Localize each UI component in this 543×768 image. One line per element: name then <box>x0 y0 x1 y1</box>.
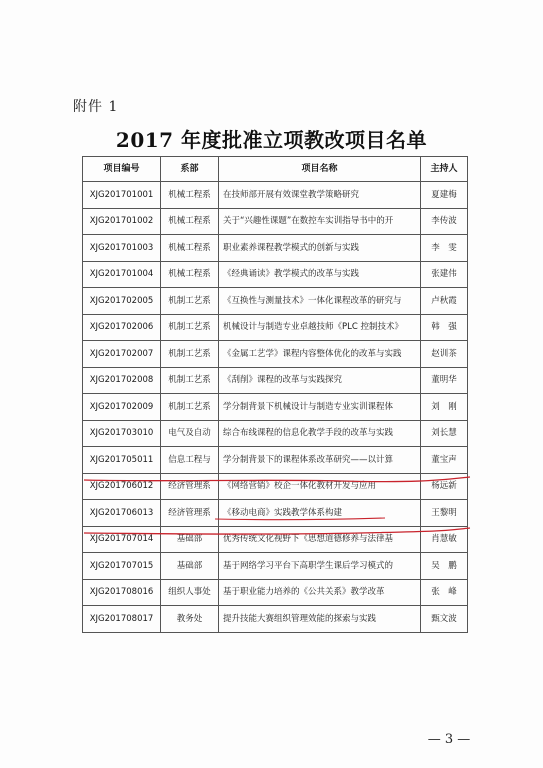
dept-cell: 组织人事处 <box>161 579 219 606</box>
dept-cell: 机械工程系 <box>161 235 219 262</box>
name-cell: 学分制背景下的课程体系改革研究——以计算 <box>219 447 421 474</box>
host-cell: 董宝声 <box>421 447 468 474</box>
host-cell: 刘 刚 <box>421 394 468 421</box>
host-cell: 吴 鹏 <box>421 553 468 580</box>
header-dept: 系部 <box>161 157 219 182</box>
name-cell: 关于“兴趣性课题”在数控车实训指导书中的开 <box>219 208 421 235</box>
dept-cell: 基础部 <box>161 526 219 553</box>
name-cell: 优秀传统文化视野下《思想道德修养与法律基 <box>219 526 421 553</box>
table-row <box>83 606 468 633</box>
code-cell: XJG201706012 <box>83 473 161 500</box>
table-row <box>83 526 468 553</box>
table-row <box>83 394 468 421</box>
code-cell: XJG201703010 <box>83 420 161 447</box>
table-row <box>83 288 468 315</box>
header-host: 主持人 <box>421 157 468 182</box>
document-title: 2017 年度批准立项教改项目名单 <box>115 128 428 152</box>
host-cell: 甄文波 <box>421 606 468 633</box>
name-cell: 综合布线课程的信息化教学手段的改革与实践 <box>219 420 421 447</box>
dept-cell: 机制工艺系 <box>161 367 219 394</box>
table-row <box>83 182 468 209</box>
code-cell: XJG201708016 <box>83 579 161 606</box>
dept-cell: 机制工艺系 <box>161 314 219 341</box>
host-cell: 杨远新 <box>421 473 468 500</box>
dept-cell: 机制工艺系 <box>161 341 219 368</box>
host-cell: 韩 强 <box>421 314 468 341</box>
host-cell: 张 峰 <box>421 579 468 606</box>
name-cell: 基于职业能力培养的《公共关系》教学改革 <box>219 579 421 606</box>
table-row <box>83 447 468 474</box>
code-cell: XJG201702009 <box>83 394 161 421</box>
host-cell: 李 雯 <box>421 235 468 262</box>
table-row <box>83 473 468 500</box>
code-cell: XJG201701003 <box>83 235 161 262</box>
dept-cell: 基础部 <box>161 553 219 580</box>
code-cell: XJG201705011 <box>83 447 161 474</box>
dept-cell: 教务处 <box>161 606 219 633</box>
host-cell: 李传波 <box>421 208 468 235</box>
dept-cell: 信息工程与 <box>161 447 219 474</box>
table-header-row <box>83 157 468 182</box>
code-cell: XJG201702007 <box>83 341 161 368</box>
code-cell: XJG201702006 <box>83 314 161 341</box>
attachment-label: 附件 1 <box>73 99 119 115</box>
table-row <box>83 235 468 262</box>
dept-cell: 电气及自动 <box>161 420 219 447</box>
name-cell: 学分制背景下机械设计与制造专业实训课程体 <box>219 394 421 421</box>
table-row <box>83 314 468 341</box>
table-row <box>83 341 468 368</box>
table-row <box>83 208 468 235</box>
dept-cell: 经济管理系 <box>161 500 219 527</box>
host-cell: 董明华 <box>421 367 468 394</box>
code-cell: XJG201701001 <box>83 182 161 209</box>
table-row <box>83 367 468 394</box>
host-cell: 赵训茶 <box>421 341 468 368</box>
host-cell: 卢秋霞 <box>421 288 468 315</box>
name-cell: 《互换性与测量技术》一体化课程改革的研究与 <box>219 288 421 315</box>
code-cell: XJG201707014 <box>83 526 161 553</box>
name-cell: 《刮削》课程的改革与实践探究 <box>219 367 421 394</box>
host-cell: 刘长慧 <box>421 420 468 447</box>
header-code: 项目编号 <box>83 157 161 182</box>
name-cell: 《移动电商》实践教学体系构建 <box>219 500 421 527</box>
host-cell: 夏建梅 <box>421 182 468 209</box>
host-cell: 王黎明 <box>421 500 468 527</box>
dept-cell: 机制工艺系 <box>161 394 219 421</box>
code-cell: XJG201701004 <box>83 261 161 288</box>
project-table <box>82 156 468 633</box>
name-cell: 《网络营销》校企一体化教材开发与应用 <box>219 473 421 500</box>
code-cell: XJG201707015 <box>83 553 161 580</box>
table-row <box>83 553 468 580</box>
name-cell: 机械设计与制造专业卓越技师《PLC 控制技术》 <box>219 314 421 341</box>
name-cell: 职业素养课程教学模式的创新与实践 <box>219 235 421 262</box>
dept-cell: 机械工程系 <box>161 261 219 288</box>
table-row <box>83 579 468 606</box>
name-cell: 《经典诵读》教学模式的改革与实践 <box>219 261 421 288</box>
name-cell: 基于网络学习平台下高职学生课后学习模式的 <box>219 553 421 580</box>
dept-cell: 机械工程系 <box>161 208 219 235</box>
code-cell: XJG201706013 <box>83 500 161 527</box>
name-cell: 在技师部开展有效课堂教学策略研究 <box>219 182 421 209</box>
code-cell: XJG201708017 <box>83 606 161 633</box>
code-cell: XJG201702008 <box>83 367 161 394</box>
dept-cell: 机制工艺系 <box>161 288 219 315</box>
code-cell: XJG201701002 <box>83 208 161 235</box>
dept-cell: 机械工程系 <box>161 182 219 209</box>
host-cell: 肖慧敏 <box>421 526 468 553</box>
host-cell: 张建伟 <box>421 261 468 288</box>
dept-cell: 经济管理系 <box>161 473 219 500</box>
table-row <box>83 420 468 447</box>
table-row <box>83 261 468 288</box>
code-cell: XJG201702005 <box>83 288 161 315</box>
header-name: 项目名称 <box>219 157 421 182</box>
name-cell: 《金属工艺学》课程内容整体优化的改革与实践 <box>219 341 421 368</box>
name-cell: 提升技能大赛组织管理效能的探索与实践 <box>219 606 421 633</box>
page-number: — 3 — <box>427 732 471 747</box>
table-row <box>83 500 468 527</box>
